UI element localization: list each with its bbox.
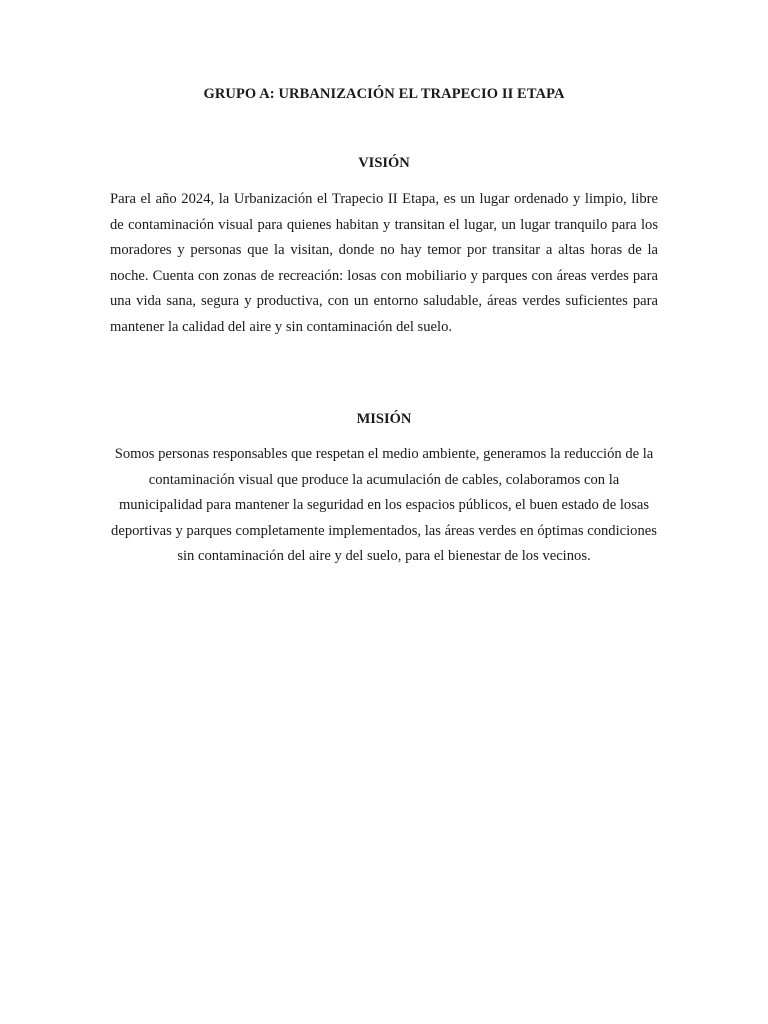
vision-heading: VISIÓN: [358, 155, 410, 171]
document-title: GRUPO A: URBANIZACIÓN EL TRAPECIO II ETAPA: [203, 86, 565, 102]
vision-paragraph: Para el año 2024, la Urbanización el Trapecio II Etapa, es un lugar ordenado y limpio, libre de contaminación visual para quienes habitan y transitan el lugar, un lugar tranquilo para los moradores y personas que la visitan, donde no hay temor por transitar a altas horas de la noche. Cuenta con zonas de recreación: losas con mobiliario y parques con áreas verdes para una vida sana, segura y productiva, con un entorno saludable, áreas verdes suficientes para mantener la calidad del aire y sin contaminación del suelo.: [110, 191, 658, 335]
mision-paragraph: Somos personas responsables que respetan el medio ambiente, generamos la reducción de la contaminación visual que produce la acumulación de cables, colaboramos con la municipalidad para mantener la seguridad en los espacios públicos, el buen estado de losas deportivas y parques completamente implementados, las áreas verdes en óptimas condiciones sin contaminación del aire y del suelo, para el bienestar de los vecinos.: [111, 446, 657, 565]
document-page: [110, 0, 658, 1024]
mision-heading: MISIÓN: [356, 411, 412, 427]
